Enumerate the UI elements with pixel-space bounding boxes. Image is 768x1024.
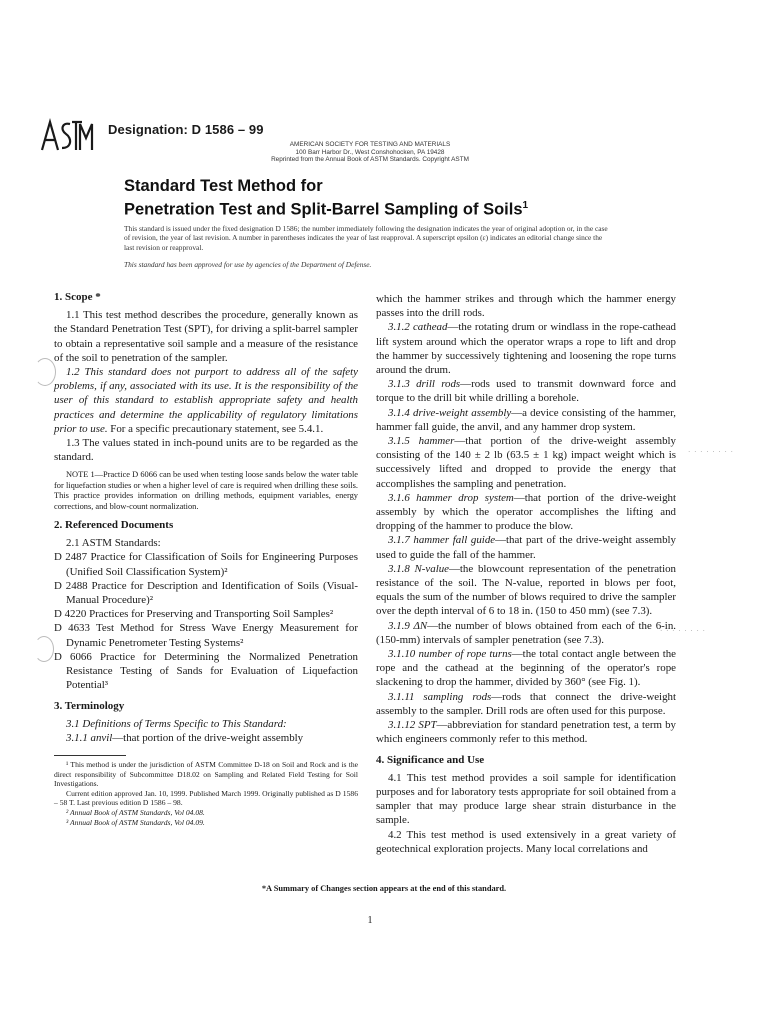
- significance-heading: 4. Significance and Use: [376, 753, 485, 766]
- title-footnote-mark: 1: [522, 200, 529, 211]
- referenced-documents-heading: 2. Referenced Documents: [54, 519, 174, 532]
- definition-hammer-drop: [376, 491, 676, 534]
- anvil-continuation: which the hammer strikes and through which the hammer energy passes into the drill rods.: [376, 293, 676, 320]
- society-line: AMERICAN SOCIETY FOR TESTING AND MATERIALS: [289, 141, 451, 148]
- definition-cathead: [376, 320, 676, 377]
- paragraph-4-2: 4.2 This test method is used extensively in a great variety of geotechnical exploration projects. Many local correlations and: [376, 828, 676, 855]
- term-anvil: 3.1.1 anvil: [66, 731, 113, 744]
- summary-of-changes-note: *A Summary of Changes section appears at the end of this standard.: [261, 884, 507, 893]
- term-drill-rods: 3.1.3 drill rods: [388, 378, 461, 391]
- definition-hammer-fall-guide: [376, 533, 676, 561]
- paragraph-2-1: 2.1 ASTM Standards:: [66, 537, 161, 550]
- def-drill-rods: —rods used to transmit downward force and torque to the drill bit while drilling a borehole.: [376, 378, 676, 405]
- definition-anvil: [54, 731, 358, 745]
- definition-sampling-rods: [376, 690, 676, 718]
- astm-logo: [36, 116, 96, 156]
- logo-text: ASTM: [36, 116, 39, 117]
- title-line-1: Standard Test Method for: [124, 177, 323, 195]
- term-hammer-fall-guide: 3.1.7 hammer fall guide: [388, 534, 496, 547]
- definition-delta-n: [376, 619, 676, 647]
- def-hammer-drop: —that portion of the drive-weight assembly by which the operator accomplishes the lifting and dropping of the hammer to produce the blow.: [376, 491, 676, 533]
- term-rope-turns: 3.1.10 number of rope turns: [388, 648, 512, 661]
- definition-rope-turns: [376, 647, 676, 690]
- note-1: NOTE 1—Practice D 6066 can be used when testing loose sands below the water table for liquefaction studies or when a higher level of care is required when drilling these soils. This practice provides information on drilling methods, equipment variables, energy corrections, and blow-count normalization.: [54, 470, 358, 511]
- term-delta-n: 3.1.9 ΔN: [388, 619, 428, 632]
- footnote-1-edition: Current edition approved Jan. 10, 1999. Published March 1999. Originally published as D 1586 – 58 T. Last previous edition D 1586 – 98.: [54, 788, 358, 808]
- definition-n-value: [376, 562, 676, 619]
- scan-speck: · · · · · · · ·: [660, 627, 706, 635]
- term-hammer: 3.1.5 hammer: [388, 435, 455, 448]
- right-column: [376, 292, 676, 856]
- def-rope-turns: —the total contact angle between the rope and the cathead at the beginning of the operator's rope slackening to drop the hammer, divided by 360° (see Fig. 1).: [376, 648, 677, 689]
- society-line: Reprinted from the Annual Book of ASTM Standards. Copyright ASTM: [271, 156, 469, 164]
- binder-hole-mark: [34, 358, 56, 386]
- ref-d6066: D 6066 Practice for Determining the Normalized Penetration Resistance Testing of Sands for Evaluation of Liquefaction Potential³: [54, 650, 358, 692]
- footnote-2: ² Annual Book of ASTM Standards, Vol 04.08.: [66, 808, 205, 818]
- designation: Designation: D 1586 – 99: [108, 122, 264, 137]
- term-hammer-drop: 3.1.6 hammer drop system: [388, 491, 514, 504]
- footnote-1: ¹ This method is under the jurisdiction of ASTM Committee D-18 on Soil and Rock and is the direct responsibility of Subcommittee D18.02 on Sampling and Related Field Testing for Soil Investigations.: [54, 760, 358, 789]
- scan-speck: · · · · · · · ·: [688, 448, 734, 456]
- left-column: [54, 290, 358, 827]
- definition-drill-rods: [376, 377, 676, 405]
- def-drive-weight: —a device consisting of the hammer, hammer fall guide, the anvil, and any hammer drop system.: [376, 406, 676, 433]
- terminology-heading: 3. Terminology: [54, 699, 125, 712]
- page-number: 1: [367, 915, 373, 926]
- def-hammer: —that portion of the drive-weight assembly consisting of the 140 ± 2 lb (63.5 ± 1 kg) impact weight which is successively lifted and dropped to provide the energy that accomplishes the sampling and penetration.: [376, 435, 676, 490]
- paragraph-1-1: 1.1 This test method describes the procedure, generally known as the Standard Penetration Test (SPT), for driving a split-barrel sampler to obtain a representative soil sample and a measure of the resistance of the soil to penetration of the sampler.: [54, 309, 358, 364]
- paragraph-4-1: 4.1 This test method provides a soil sample for identification purposes and for laboratory tests appropriate for soil obtained from a sampler that may produce large shear strain disturbance in the sample.: [376, 771, 677, 827]
- paragraph-3-1: 3.1 Definitions of Terms Specific to This Standard:: [66, 717, 287, 730]
- term-sampling-rods: 3.1.11 sampling rods: [388, 690, 492, 703]
- definition-spt: [376, 718, 676, 746]
- term-cathead: 3.1.2 cathead: [388, 321, 448, 334]
- document-title: [124, 176, 528, 220]
- def-anvil: —that portion of the drive-weight assembly: [112, 731, 304, 744]
- ref-d2488: D 2488 Practice for Description and Identification of Soils (Visual-Manual Procedure)²: [54, 579, 358, 607]
- definition-drive-weight: [376, 406, 676, 434]
- def-sampling-rods: —rods that connect the drive-weight assembly to the sampler. Drill rods are often used for this purpose.: [376, 690, 676, 717]
- safety-statement-tail: For a specific precautionary statement, see 5.4.1.: [107, 422, 324, 435]
- ref-d2487: D 2487 Practice for Classification of Soils for Engineering Purposes (Unified Soil Classification System)²: [54, 551, 358, 578]
- safety-statement: 1.2 This standard does not purport to address all of the safety problems, if any, associated with its use. It is the responsibility of the user of this standard to establish appropriate safety and health practices and determine the applicability of regulatory limitations prior to use.: [54, 366, 358, 435]
- def-hammer-fall-guide: —that part of the drive-weight assembly used to guide the fall of the hammer.: [376, 534, 676, 561]
- term-spt: 3.1.12 SPT: [388, 719, 437, 732]
- def-spt: —abbreviation for standard penetration test, a term by which engineers commonly refer to this method.: [376, 719, 676, 746]
- society-info: [210, 141, 530, 164]
- ref-d4633: D 4633 Test Method for Stress Wave Energy Measurement for Dynamic Penetrometer Testing Systems²: [54, 622, 358, 649]
- scope-heading: 1. Scope *: [54, 291, 101, 303]
- term-n-value: 3.1.8 N-value: [388, 562, 450, 575]
- def-delta-n: —the number of blows obtained from each of the 6-in. (150-mm) intervals of sampler penetration (see 7.3).: [376, 619, 676, 646]
- footnote-3: ³ Annual Book of ASTM Standards, Vol 04.09.: [66, 817, 205, 827]
- ref-d4220: D 4220 Practices for Preserving and Transporting Soil Samples²: [54, 608, 334, 621]
- def-n-value: —the blowcount representation of the penetration resistance of the soil. The N-value, reported in blows per foot, equals the sum of the number of blows required to drive the sampler over the depth interval of 6 to 18 in. (150 to 450 mm) (see 7.3).: [376, 562, 676, 618]
- term-drive-weight: 3.1.4 drive-weight assembly: [388, 406, 512, 419]
- paragraph-1-3: 1.3 The values stated in inch-pound units are to be regarded as the standard.: [54, 437, 358, 464]
- definition-hammer: [376, 434, 676, 491]
- paragraph-1-2: [54, 365, 358, 436]
- issue-statement: This standard is issued under the fixed designation D 1586; the number immediately following the designation indicates the year of original adoption or, in the case of revision, the year of last revision. A number in parentheses indicates the year of last reapproval. A superscript epsilon (ε) indicates an editorial change since the last revision or reapproval.: [124, 224, 608, 252]
- approval-statement: This standard has been approved for use by agencies of the Department of Defense.: [124, 260, 372, 269]
- binder-hole-mark: [34, 636, 54, 662]
- def-cathead: —the rotating drum or windlass in the rope-cathead lift system around which the operator wraps a rope to lift and drop the hammer by successively tightening and loosening the rope turns around the drum.: [376, 321, 677, 377]
- title-line-2: Penetration Test and Split-Barrel Sampling of Soils: [124, 200, 523, 219]
- society-line: 100 Barr Harbor Dr., West Conshohocken, PA 19428: [295, 148, 445, 156]
- footnote-rule: [54, 755, 126, 756]
